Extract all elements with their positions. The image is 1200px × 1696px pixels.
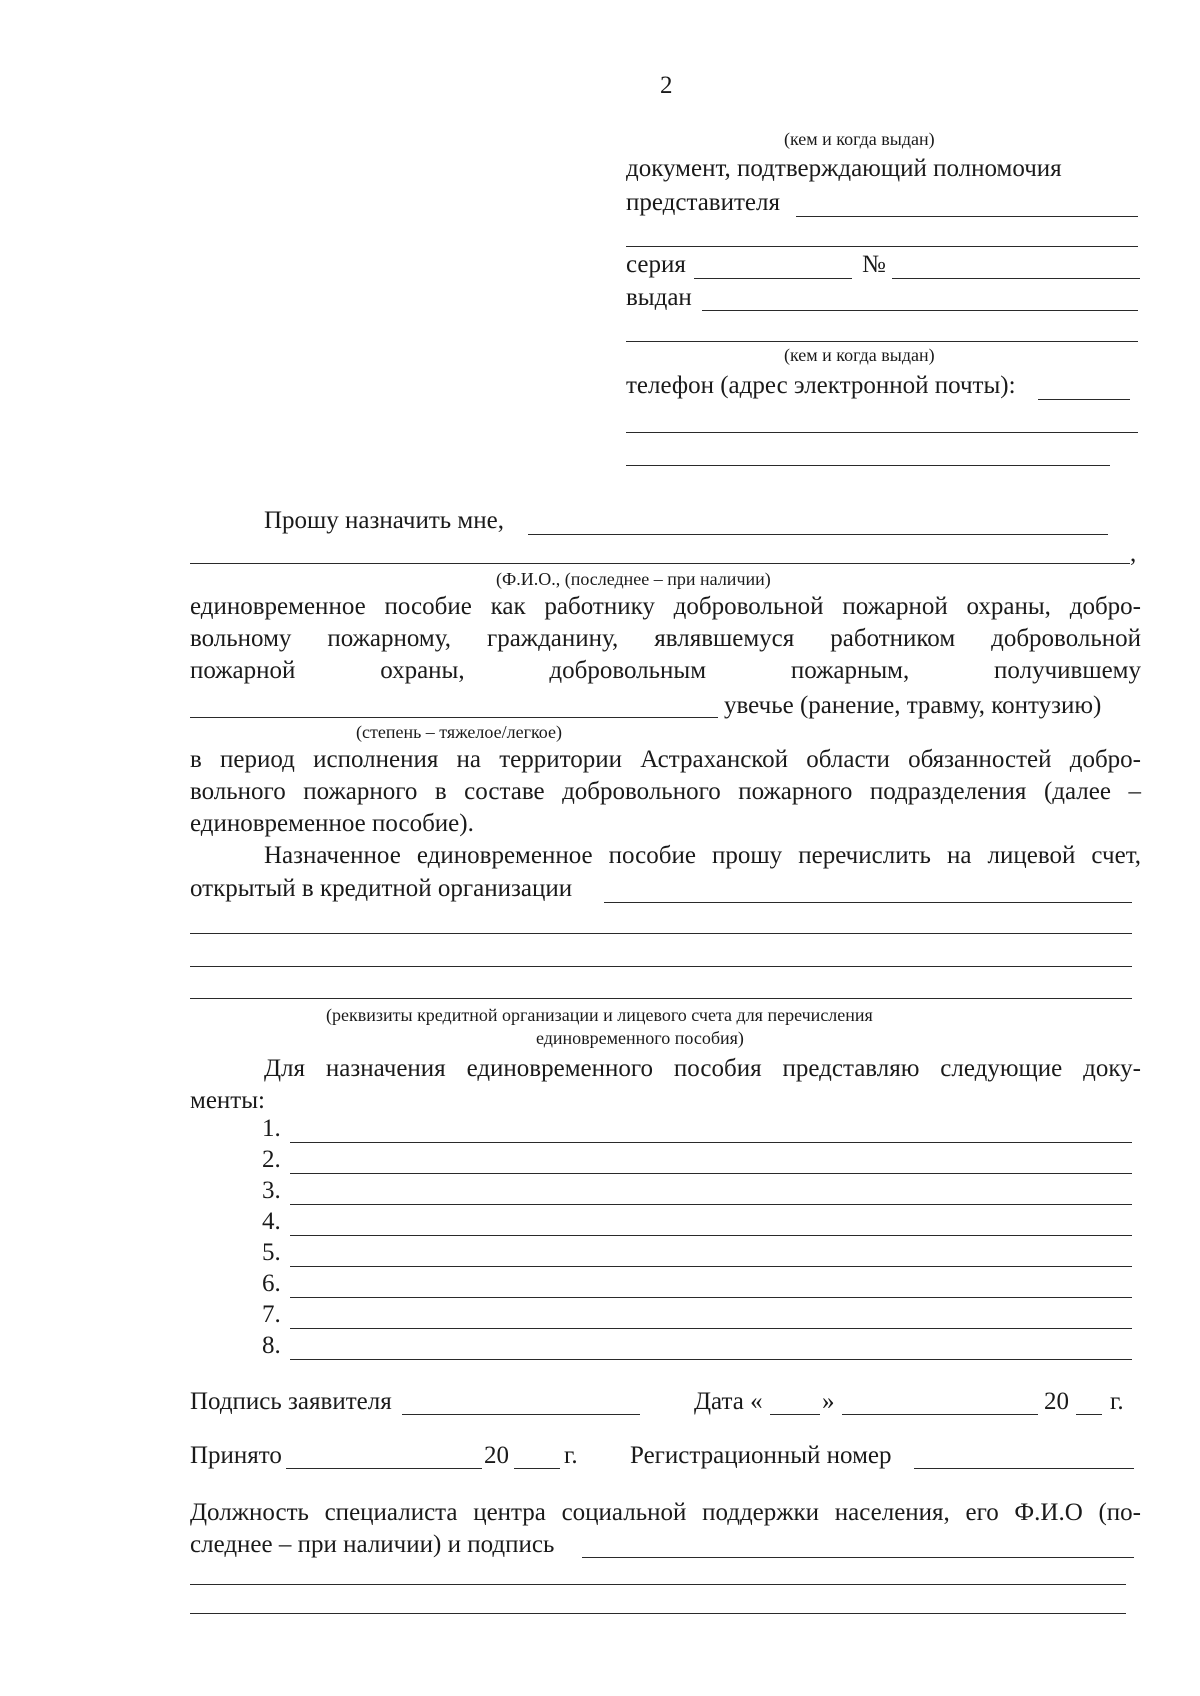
issued-field-extra[interactable] <box>626 341 1138 342</box>
date-month-field[interactable] <box>842 1414 1038 1415</box>
number-field[interactable] <box>892 278 1140 279</box>
request-intro: Прошу назначить мне, <box>264 507 504 534</box>
word: охраны, <box>380 657 465 684</box>
bank-field-extra-3[interactable] <box>190 998 1132 999</box>
specialist-text-line-1: Должность специалиста центра социальной поддержки населения, его Ф.И.О (по- <box>190 1499 1141 1526</box>
authority-doc-label: документ, подтверждающий полномочия <box>626 155 1062 182</box>
bank-field-extra-1[interactable] <box>190 933 1132 934</box>
fio-field-extra[interactable] <box>190 563 1130 564</box>
representative-label: представителя <box>626 189 780 216</box>
document-item-field-4[interactable] <box>290 1235 1132 1236</box>
word: пожарной <box>190 657 296 684</box>
injury-degree-field[interactable] <box>190 717 718 718</box>
issued-caption-1: (кем и когда выдан) <box>784 129 935 149</box>
request-text-line-7: единовременное пособие). <box>190 810 474 837</box>
date-quote-close: » <box>822 1388 835 1415</box>
phone-field-extra-2[interactable] <box>626 465 1110 466</box>
date-label: Дата « <box>694 1388 763 1415</box>
document-item-number: 1. <box>262 1115 281 1142</box>
document-item-number: 5. <box>262 1239 281 1266</box>
payment-text-line-1: Назначенное единовременное пособие прошу перечислить на лицевой счет, <box>264 842 1141 869</box>
injury-text: увечье (ранение, травму, контузию) <box>724 692 1102 719</box>
bank-caption-line-1: (реквизиты кредитной организации и лицевого счета для перечисления <box>326 1005 873 1025</box>
word: пожарным, <box>790 657 910 684</box>
applicant-signature-label: Подпись заявителя <box>190 1388 392 1415</box>
documents-text-line-1: Для назначения единовременного пособия представляю следующие доку- <box>264 1055 1141 1082</box>
registration-number-field[interactable] <box>914 1468 1134 1469</box>
date-year-suffix: г. <box>1110 1388 1124 1415</box>
document-item-field-6[interactable] <box>290 1297 1132 1298</box>
request-text-line-1: единовременное пособие как работнику добровольной пожарной охраны, добро- <box>190 593 1141 620</box>
document-item-number: 2. <box>262 1146 281 1173</box>
accepted-date-field[interactable] <box>286 1468 482 1469</box>
request-text-line-6: вольного пожарного в составе добровольного пожарного подразделения (далее – <box>190 778 1141 805</box>
issued-field[interactable] <box>702 310 1138 311</box>
date-day-field[interactable] <box>770 1414 820 1415</box>
accepted-label: Принято <box>190 1442 282 1469</box>
word: получившему <box>994 657 1141 684</box>
request-text-line-5: в период исполнения на территории Астраханской области обязанностей добро- <box>190 746 1141 773</box>
specialist-field-extra-1[interactable] <box>190 1584 1126 1585</box>
registration-number-label: Регистрационный номер <box>630 1442 892 1469</box>
bank-field[interactable] <box>604 902 1132 903</box>
specialist-field[interactable] <box>582 1557 1134 1558</box>
word: добровольным <box>549 657 707 684</box>
phone-field-extra-1[interactable] <box>626 432 1138 433</box>
fio-field[interactable] <box>528 534 1108 535</box>
series-field[interactable] <box>694 278 852 279</box>
date-year-field[interactable] <box>1076 1414 1102 1415</box>
date-year-prefix: 20 <box>1044 1388 1069 1415</box>
specialist-text-line-2: следнее – при наличии) и подпись <box>190 1531 555 1558</box>
document-item-field-7[interactable] <box>290 1328 1132 1329</box>
document-item-field-1[interactable] <box>290 1142 1132 1143</box>
fio-comma: , <box>1130 540 1137 567</box>
bank-field-extra-2[interactable] <box>190 966 1132 967</box>
issued-caption-2: (кем и когда выдан) <box>784 345 935 365</box>
document-item-number: 4. <box>262 1208 281 1235</box>
document-item-number: 8. <box>262 1332 281 1359</box>
page-number: 2 <box>660 72 673 99</box>
fio-caption: (Ф.И.О., (последнее – при наличии) <box>496 569 771 589</box>
series-label: серия <box>626 251 686 278</box>
document-item-field-2[interactable] <box>290 1173 1132 1174</box>
accepted-year-suffix: г. <box>564 1442 578 1469</box>
request-text-line-2: вольному пожарному, гражданину, являвшемуся работником добровольной <box>190 625 1141 652</box>
document-item-number: 7. <box>262 1301 281 1328</box>
number-label: № <box>862 251 886 278</box>
specialist-field-extra-2[interactable] <box>190 1613 1126 1614</box>
payment-text-line-2: открытый в кредитной организации <box>190 875 573 902</box>
request-text-line-3 <box>190 655 1141 687</box>
accepted-year-prefix: 20 <box>484 1442 509 1469</box>
document-item-field-3[interactable] <box>290 1204 1132 1205</box>
document-item-number: 6. <box>262 1270 281 1297</box>
issued-label: выдан <box>626 284 692 311</box>
document-item-number: 3. <box>262 1177 281 1204</box>
document-item-field-8[interactable] <box>290 1359 1132 1360</box>
bank-caption-line-2: единовременного пособия) <box>536 1028 744 1048</box>
representative-field-extra[interactable] <box>626 246 1138 247</box>
degree-caption: (степень – тяжелое/легкое) <box>356 722 562 742</box>
accepted-year-field[interactable] <box>514 1468 560 1469</box>
applicant-signature-field[interactable] <box>402 1414 640 1415</box>
phone-label: телефон (адрес электронной почты): <box>626 372 1016 399</box>
documents-text-line-2: менты: <box>190 1087 265 1114</box>
phone-field[interactable] <box>1038 399 1130 400</box>
document-item-field-5[interactable] <box>290 1266 1132 1267</box>
representative-field[interactable] <box>796 216 1138 217</box>
